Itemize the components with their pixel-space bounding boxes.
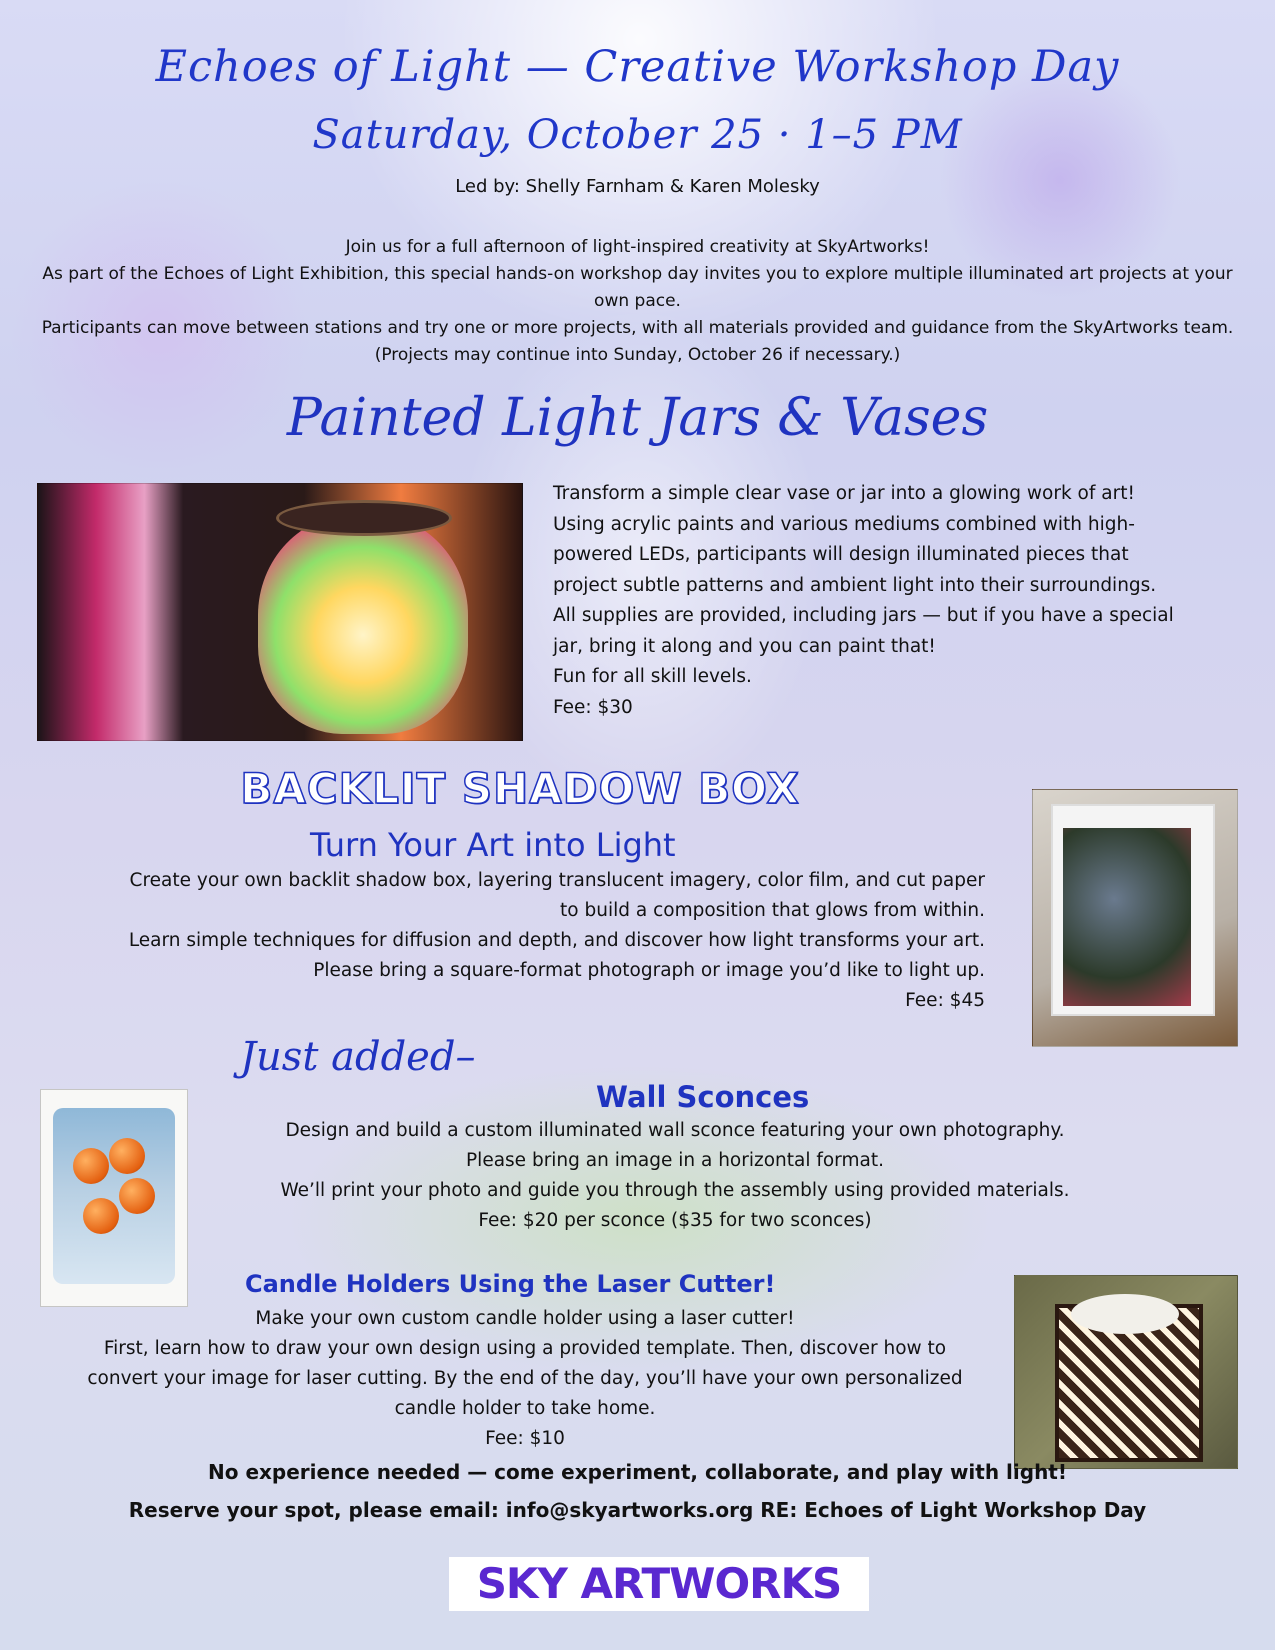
event-date: Saturday, October 25 · 1–5 PM bbox=[312, 112, 963, 158]
intro-line: Participants can move between stations and try one or more projects, with all materials provided and guidance from the SkyArtworks team. (Projects may continue into Sunday, October 26 if necessary.) bbox=[41, 318, 1234, 365]
sconces-line: Please bring an image in a horizontal format. bbox=[466, 1150, 884, 1171]
candle-heading: Candle Holders Using the Laser Cutter! bbox=[245, 1270, 776, 1298]
orange-shape bbox=[83, 1198, 119, 1234]
sconces-fee: Fee: $20 per sconce ($35 for two sconces) bbox=[478, 1210, 872, 1231]
intro-line: Join us for a full afternoon of light-inspired creativity at SkyArtworks! bbox=[345, 237, 930, 257]
backlit-line: Learn simple techniques for diffusion and depth, and discover how light transforms your art. bbox=[128, 930, 985, 951]
candle-line: Make your own custom candle holder using a laser cutter! bbox=[255, 1308, 795, 1329]
page-title: Echoes of Light — Creative Workshop Day bbox=[155, 42, 1120, 92]
reserve-line: Reserve your spot, please email: info@skyartworks.org RE: Echoes of Light Workshop Day bbox=[128, 1498, 1147, 1522]
just-added-label: Just added– bbox=[240, 1034, 476, 1080]
jars-line: Transform a simple clear vase or jar into a glowing work of art! bbox=[553, 483, 1135, 504]
shadow-box-photo bbox=[1032, 789, 1238, 1047]
orange-shape bbox=[119, 1178, 155, 1214]
candle-line: candle holder to take home. bbox=[394, 1398, 656, 1419]
orange-shape bbox=[73, 1148, 109, 1184]
candle-cup bbox=[1071, 1294, 1179, 1334]
sconces-heading: Wall Sconces bbox=[596, 1080, 810, 1114]
jars-line: powered LEDs, participants will design illuminated pieces that bbox=[553, 544, 1129, 565]
jars-line: All supplies are provided, including jars — but if you have a special bbox=[553, 605, 1174, 626]
candle-fee: Fee: $10 bbox=[485, 1428, 565, 1449]
sky-artworks-logo: SKY ARTWORKS bbox=[449, 1557, 869, 1611]
backlit-line: Create your own backlit shadow box, layering translucent imagery, color film, and cut paper bbox=[129, 870, 985, 891]
backlit-heading: BACKLIT SHADOW BOX bbox=[240, 764, 800, 813]
jars-line: Fun for all skill levels. bbox=[553, 666, 752, 687]
candle-line: convert your image for laser cutting. By the end of the day, you’ll have your own personalized bbox=[87, 1368, 963, 1389]
backlit-fee: Fee: $45 bbox=[905, 990, 985, 1011]
sconce-cylinder bbox=[53, 1108, 175, 1284]
painted-jar-photo bbox=[37, 483, 523, 741]
sconces-description bbox=[200, 1116, 1150, 1236]
backlit-line: to build a composition that glows from within. bbox=[560, 900, 985, 921]
jars-fee: Fee: $30 bbox=[553, 696, 633, 718]
sconces-line: We’ll print your photo and guide you through the assembly using provided materials. bbox=[280, 1180, 1070, 1201]
jar-shape bbox=[258, 514, 468, 734]
intro-text bbox=[40, 234, 1235, 369]
candle-description bbox=[40, 1304, 1010, 1454]
intro-line: As part of the Echoes of Light Exhibition, this special hands-on workshop day invites you to explore multiple illuminated art projects at your own pace. bbox=[42, 264, 1233, 311]
jar-rim bbox=[276, 500, 452, 536]
backlit-subheading: Turn Your Art into Light bbox=[310, 826, 676, 864]
jars-line: jar, bring it along and you can paint that! bbox=[553, 635, 936, 657]
sconces-line: Design and build a custom illuminated wall sconce featuring your own photography. bbox=[285, 1120, 1065, 1141]
orange-shape bbox=[109, 1138, 145, 1174]
jars-description bbox=[553, 479, 1243, 723]
candle-line: First, learn how to draw your own design using a provided template. Then, discover how to bbox=[103, 1338, 947, 1359]
candle-holder-photo bbox=[1014, 1275, 1238, 1469]
led-by: Led by: Shelly Farnham & Karen Molesky bbox=[455, 176, 820, 197]
closing-line: No experience needed — come experiment, collaborate, and play with light! bbox=[208, 1460, 1067, 1484]
backlit-description bbox=[40, 866, 985, 1016]
shadow-box-art bbox=[1063, 828, 1191, 1006]
wall-sconce-photo bbox=[40, 1089, 188, 1307]
shadow-box-frame bbox=[1051, 804, 1215, 1016]
jars-line: Using acrylic paints and various mediums combined with high- bbox=[553, 513, 1135, 535]
jars-heading: Painted Light Jars & Vases bbox=[286, 388, 989, 448]
backlit-line: Please bring a square-format photograph or image you’d like to light up. bbox=[313, 960, 985, 981]
jars-line: project subtle patterns and ambient light into their surroundings. bbox=[553, 574, 1157, 596]
